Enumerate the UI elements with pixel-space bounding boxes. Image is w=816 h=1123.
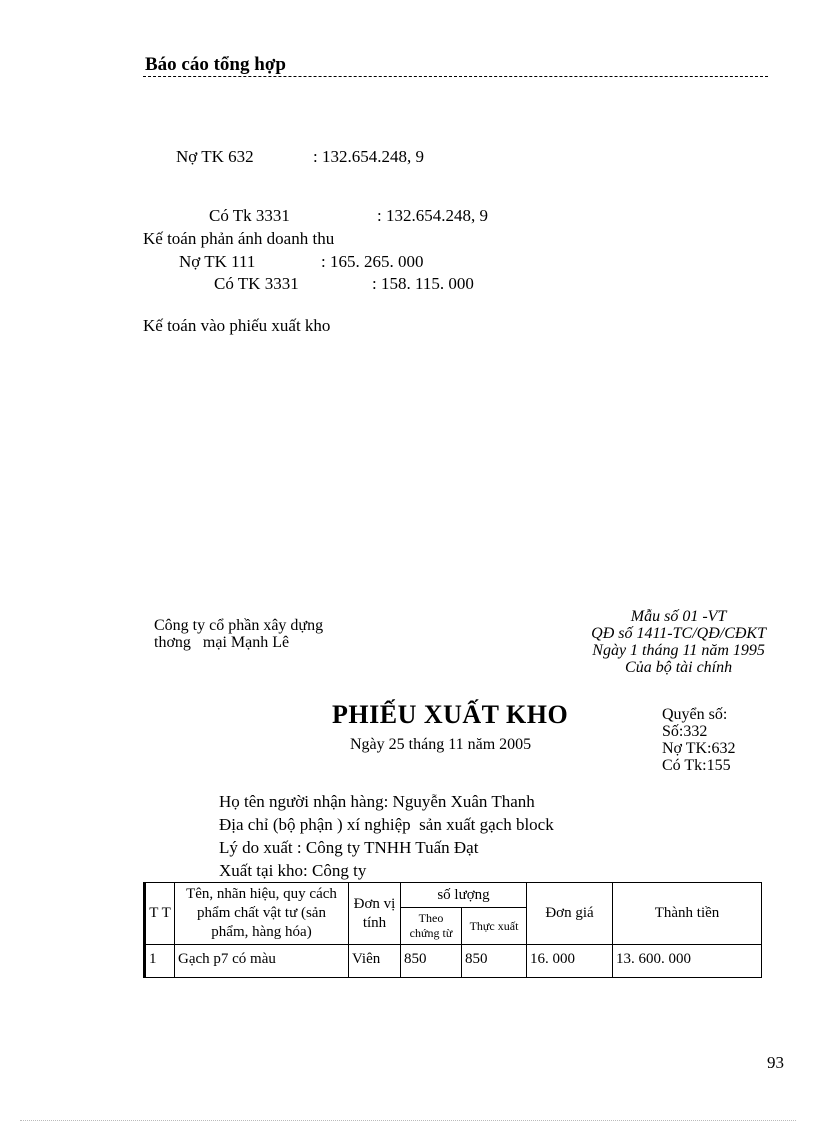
recipient-address: Địa chỉ (bộ phận ) xí nghiệp sản xuất gạch block <box>219 815 554 834</box>
entry-co-tk3331-a-value: : 132.654.248, 9 <box>377 206 488 225</box>
header-item-name: Tên, nhãn hiệu, quy cách phẩm chất vật tư (sản phẩm, hàng hóa) <box>175 883 349 945</box>
table-header-row <box>145 883 762 908</box>
header-dashed-rule <box>143 76 768 77</box>
entry-co-tk3331-a-label: Có Tk 3331 <box>209 206 290 225</box>
voucher-heading: Kế toán vào phiếu xuất kho <box>143 316 331 335</box>
stock-table <box>143 882 762 978</box>
form-info-block <box>591 608 766 676</box>
book-co-tk: Có Tk:155 <box>662 757 731 774</box>
form-decision-date: Ngày 1 tháng 11 năm 1995 <box>592 642 765 659</box>
footer-dotted-rule <box>20 1120 796 1121</box>
report-header-title: Báo cáo tổng hợp <box>145 54 286 75</box>
page-number: 93 <box>767 1053 784 1072</box>
header-tt: T T <box>145 883 175 945</box>
cell-price: 16. 000 <box>527 945 613 978</box>
header-unit: Đơn vị tính <box>349 883 401 945</box>
entry-no-tk632-label: Nợ TK 632 <box>176 147 254 166</box>
book-info <box>662 706 736 774</box>
entry-no-tk111-label: Nợ TK 111 <box>179 252 256 271</box>
cell-item-name: Gạch p7 có màu <box>175 945 349 978</box>
entry-co-tk3331-b-value: : 158. 115. 000 <box>372 274 474 293</box>
form-decision: QĐ số 1411-TC/QĐ/CĐKT <box>591 625 766 642</box>
export-reason: Lý do xuất : Công ty TNHH Tuấn Đạt <box>219 838 479 857</box>
company-name-line2: thơng mại Mạnh Lê <box>154 634 290 651</box>
cell-qty-actual: 850 <box>462 945 527 978</box>
entry-no-tk632-value: : 132.654.248, 9 <box>313 147 424 166</box>
form-number: Mẫu số 01 -VT <box>630 608 727 625</box>
header-qty-actual: Thực xuất <box>462 908 527 945</box>
entry-no-tk111-value: : 165. 265. 000 <box>321 252 424 271</box>
entry-co-tk3331-b-label: Có TK 3331 <box>214 274 299 293</box>
header-amount: Thành tiền <box>613 883 762 945</box>
cell-tt: 1 <box>145 945 175 978</box>
company-name-line1: Công ty cổ phần xây dựng <box>154 617 324 634</box>
cell-amount: 13. 600. 000 <box>613 945 762 978</box>
book-no-tk: Nợ TK:632 <box>662 740 736 757</box>
revenue-heading: Kế toán phản ánh doanh thu <box>143 229 335 248</box>
header-quantity: số lượng <box>401 883 527 908</box>
table-row <box>145 945 762 978</box>
document-title: PHIẾU XUẤT KHO <box>332 700 569 729</box>
recipient-name: Họ tên người nhận hàng: Nguyễn Xuân Thanh <box>219 792 535 811</box>
cell-qty-doc: 850 <box>401 945 462 978</box>
book-quyen-so: Quyển số: <box>662 706 728 723</box>
form-issuer: Của bộ tài chính <box>625 659 733 676</box>
header-qty-doc: Theo chứng từ <box>401 908 462 945</box>
document-date: Ngày 25 tháng 11 năm 2005 <box>350 736 532 753</box>
export-warehouse: Xuất tại kho: Công ty <box>219 861 367 880</box>
header-price: Đơn giá <box>527 883 613 945</box>
cell-unit: Viên <box>349 945 401 978</box>
book-so: Số:332 <box>662 723 708 740</box>
